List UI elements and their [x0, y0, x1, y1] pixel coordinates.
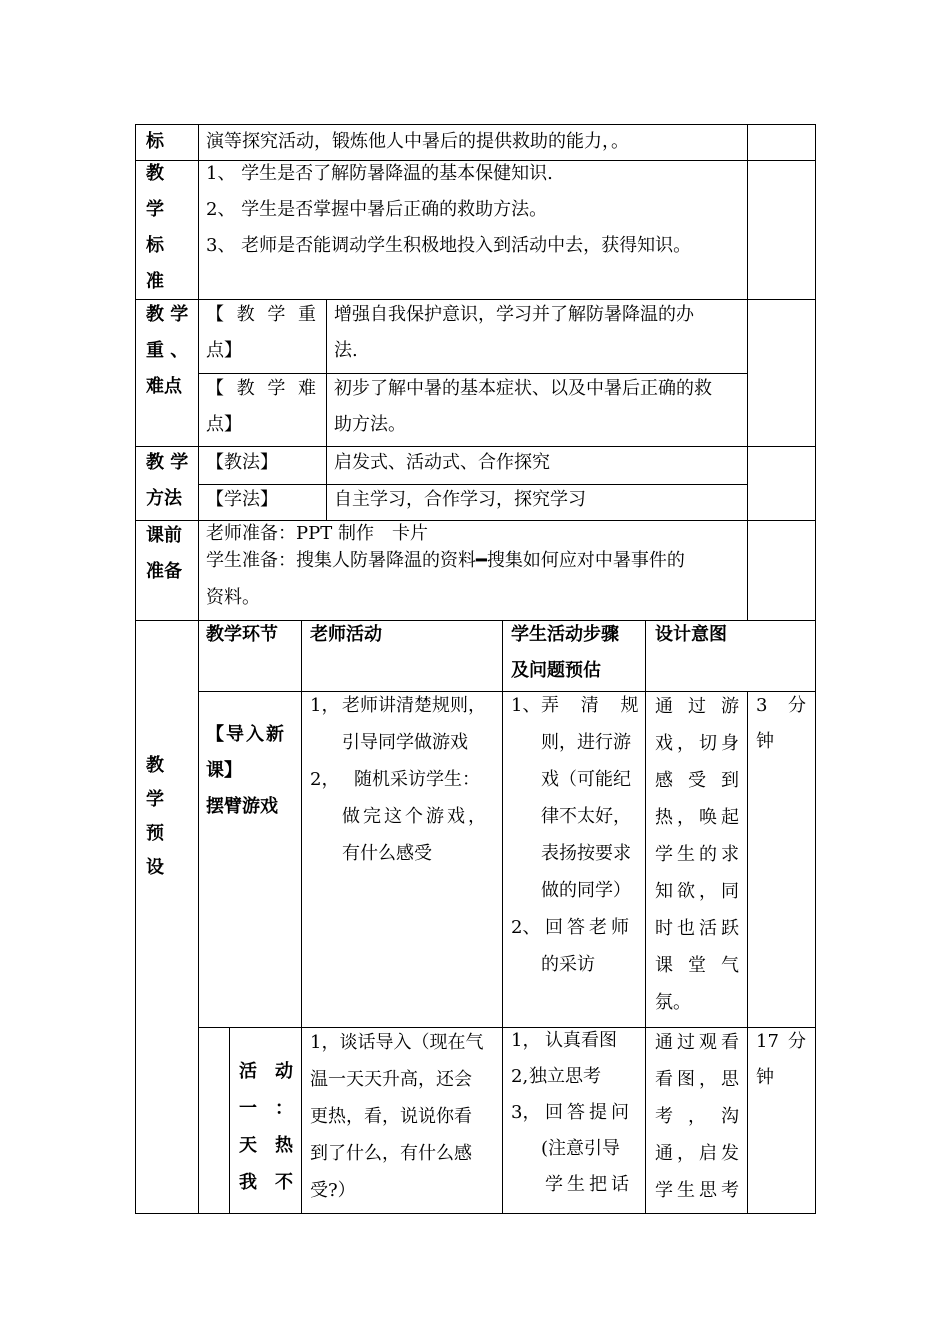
goal-label: 标 [146, 131, 164, 152]
difficult-point-text: 初步了解中暑的基本症状、以及中暑后正确的救 助方法。 [334, 378, 712, 435]
header-student-activity: 学生活动步骤 及问题预估 [511, 624, 619, 681]
activity1-teacher-activity: 1，谈话导入（现在气 温一天天升高，还会 更热，看，说说你看 到了什么，有什么感 受?） [310, 1032, 484, 1201]
activity1-phase: 活 动 一 ： 天 热 我 不 [239, 1061, 293, 1193]
keypoints-label: 教 学 重 、 难点 [146, 304, 189, 397]
list-item: 3、 老师是否能调动学生积极地投入到活动中去，获得知识。 [206, 235, 692, 256]
learn-method-label: 【学法】 [206, 489, 278, 510]
activity1-design-intent: 通过观看 看图，思 考，沟 通，启发 学生思考 [655, 1032, 739, 1201]
goal-text: 演等探究活动，锻炼他人中暑后的提供救助的能力，。 [206, 131, 629, 152]
learn-method-text: 自主学习，合作学习，探究学习 [334, 489, 586, 510]
key-point-label: 【 教 学 重 点】 [206, 304, 316, 361]
teach-method-label: 【教法】 [206, 452, 278, 473]
standard-list [206, 156, 691, 264]
teach-method-text: 启发式、活动式、合作探究 [334, 452, 550, 473]
standard-label: 教 学 标 准 [146, 163, 164, 292]
design-label: 教 学 预 设 [146, 755, 164, 878]
key-point-text: 增强自我保护意识，学习并了解防暑降温的办 法. [334, 304, 694, 361]
student-prep: 学生准备：搜集人防暑降温的资料━搜集如何应对中暑事件的 [206, 550, 685, 571]
intro-design-intent: 通过游 戏，切身 感受到 热，唤起 学生的求 知欲，同 时也活跃 课堂气 氛。 [655, 696, 739, 1013]
header-design-intent: 设计意图 [655, 624, 727, 645]
methods-label: 教 学 方法 [146, 452, 189, 509]
prep-label: 课前 准备 [146, 525, 182, 582]
lesson-plan-page: 标 演等探究活动，锻炼他人中暑后的提供救助的能力，。 教 学 标 准 1、 学生是否了解防暑降温的基本保健知识. 2、 学生是否掌握中暑后正确的救助方法。 3、 老师是否能调动学生积极地投入到活动中去，获得知识。 教 学 重 、 难点 【 教 学 重 点】 增强自我保护意识，学习并了解防暑降温的办 法. 【 教 学 难 点】 初步了解中暑的基本症状、以及中暑后正确的救 助方法。 教 学 方法 【教法】 启发式、活动式、合作探究 【学法】 自主学习，合作学习，探究学习 课前 准备 老师准备：PPT 制作 卡片 学生准备：搜集人防暑降温的资料━搜集如何应对中暑事件的 资料。 教 学 预 设 教学环节 老师活动 学生活动步骤 及问题预估 设计意图 【导入新 课】 摆臂游戏 1， 老师讲清楚规则， 引导同学做游戏 2， 随机采访学生： 做完这个游戏， 有什么感受 1、 弄 清 规 则，进行游 戏（可能纪 律不太好， 表扬按要求 做的同学） 2、 回答老师 的采访 通过游 戏，切身 感受到 热，唤起 学生的求 知欲，同 时也活跃 课堂气 氛。 3 分 钟 活 动 一 ： 天 热 我 不 1，谈话导入（现在气 温一天天升高，还会 更热，看，说说你看 到了什么，有什么感 受?） 1， 认真看图 2, 独立思考 3， 回答提问 (注意引导 学生把话 通过观看 看图，思 考，沟 通，启发 学生思考 17 分 钟 [0, 0, 950, 1344]
difficult-point-label: 【 教 学 难 点】 [206, 378, 316, 435]
list-item: 1、 学生是否了解防暑降温的基本保健知识. [206, 163, 553, 184]
intro-phase: 【导入新 课】 摆臂游戏 [206, 724, 286, 817]
student-prep-cont: 资料。 [206, 587, 260, 608]
list-item: 2、 学生是否掌握中暑后正确的救助方法。 [206, 199, 548, 220]
header-teacher-activity: 老师活动 [310, 624, 382, 645]
activity1-time: 17 分 钟 [756, 1031, 806, 1088]
intro-time: 3 分 钟 [756, 695, 806, 752]
teacher-prep: 老师准备：PPT 制作 卡片 [206, 523, 428, 544]
header-phase: 教学环节 [206, 624, 278, 645]
